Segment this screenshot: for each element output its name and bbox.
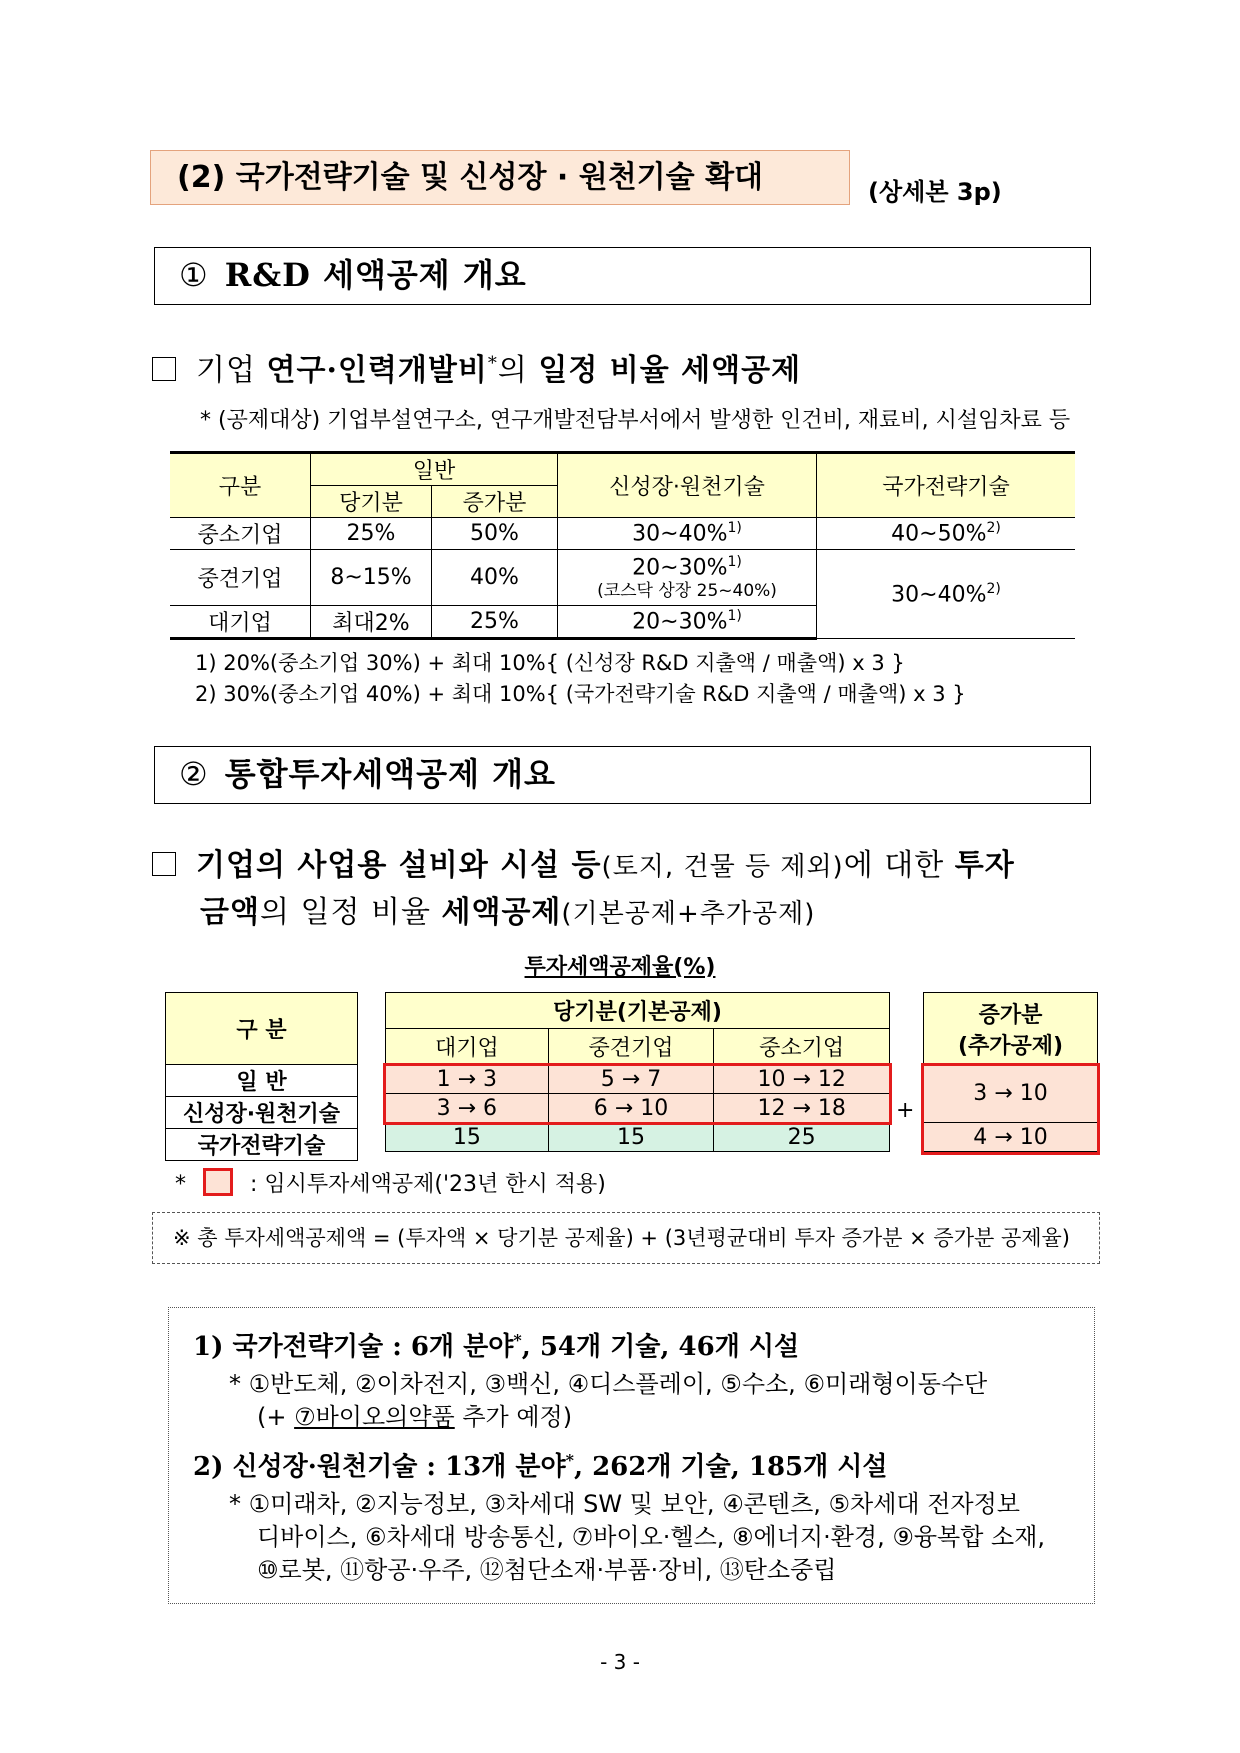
- table-header: 국가전략기술: [817, 453, 1076, 518]
- table-cell: 대기업: [170, 606, 311, 639]
- plus-sign: +: [896, 1098, 915, 1123]
- table-header: 당기분: [311, 486, 432, 518]
- temporary-credit-highlight: [383, 1063, 892, 1125]
- table-header: 당기분(기본공제): [386, 993, 890, 1029]
- table-cell: 최대2%: [311, 606, 432, 639]
- table-cell: 25: [714, 1123, 890, 1152]
- footnote-2: 2) 30%(중소기업 40%) + 최대 10%{ (국가전략기술 R&D 지출액 / 매출액) x 3 }: [195, 682, 966, 706]
- part1-header-box: [154, 247, 1091, 305]
- table-cell: 25%: [311, 518, 432, 550]
- table-cell: 1 → 3: [386, 1065, 549, 1094]
- table-row-label: 일 반: [166, 1065, 358, 1097]
- table-header: 중견기업: [548, 1029, 714, 1065]
- table-cell: 15: [386, 1123, 549, 1152]
- table-header: 신성장·원천기술: [558, 453, 817, 518]
- part1-title: R&D 세액공제 개요: [224, 256, 527, 294]
- formula-box: ※ 총 투자세액공제액 = (투자액 × 당기분 공제율) + (3년평균대비 투자 증가분 × 증가분 공제율): [152, 1212, 1100, 1264]
- definitions-box: [168, 1307, 1095, 1604]
- table-cell: 40~50%$^{2)}$: [817, 518, 1076, 550]
- list-item-body: * ①미래차, ②지능정보, ③차세대 SW 및 보안, ④콘텐츠, ⑤차세대 전자정보 디바이스, ⑥차세대 방송통신, ⑦바이오·헬스, ⑧에너지·환경, ⑨융복합 소재, ⑩로봇, ⑪항공·우주, ⑫첨단소재·부품·장비, ⑬탄소중립: [229, 1490, 1046, 1584]
- bullet-bold-text: 일정 비율 세액공제: [538, 353, 802, 388]
- table-header: 증가분: [432, 486, 558, 518]
- legend: * : 임시투자세액공제('23년 한시 적용): [175, 1167, 606, 1198]
- table-header: 일반: [311, 453, 558, 486]
- table-row: [170, 550, 1075, 606]
- table-cell: 30~40%$^{1)}$: [558, 518, 817, 550]
- investment-table-title: 투자세액공제율(%): [524, 955, 716, 980]
- table-cell: 중견기업: [170, 550, 311, 606]
- table-cell: 중소기업: [170, 518, 311, 550]
- table-header: 구 분: [166, 993, 358, 1065]
- table-cell: 15: [548, 1123, 714, 1152]
- list-item-title: 1) 국가전략기술 : 6개 분야*, 54개 기술, 46개 시설: [193, 1330, 800, 1362]
- bullet-star: *: [487, 353, 498, 374]
- part2-number: ②: [179, 755, 209, 793]
- table-row-label: 신성장·원천기술: [166, 1097, 358, 1129]
- part2-bullet: 기업의 사업용 설비와 시설 등(토지, 건물 등 제외)에 대한 투자 금액의 일정 비율 세액공제(기본공제+추가공제): [152, 843, 1102, 937]
- table-header: 대기업: [386, 1029, 549, 1065]
- table-cell: 40%: [432, 550, 558, 606]
- part2-header-box: [154, 746, 1091, 804]
- table-cell: 8~15%: [311, 550, 432, 606]
- table-cell: 30~40%$^{2)}$: [817, 550, 1076, 639]
- table-cell: 4 → 10: [924, 1123, 1098, 1152]
- legend-swatch-icon: [203, 1168, 233, 1196]
- bullet-text: 의: [497, 353, 539, 388]
- footnote-1: 1) 20%(중소기업 30%) + 최대 10%{ (신성장 R&D 지출액 / 매출액) x 3 }: [195, 651, 905, 675]
- table-cell: 3 → 10: [924, 1065, 1098, 1123]
- investment-table-labels: [165, 992, 358, 1161]
- table-cell: 10 → 12: [714, 1065, 890, 1094]
- table-cell: 50%: [432, 518, 558, 550]
- table-cell: 12 → 18: [714, 1094, 890, 1123]
- part2-title: 통합투자세액공제 개요: [224, 755, 556, 793]
- part1-number: ①: [179, 256, 209, 294]
- table-header: 증가분 (추가공제): [924, 993, 1098, 1065]
- section-reference: (상세본 3p): [868, 178, 1002, 206]
- checkbox-square-icon: [152, 357, 176, 381]
- table-row-label: 국가전략기술: [166, 1129, 358, 1161]
- table-cell: 25%: [432, 606, 558, 639]
- table-row: [170, 518, 1075, 550]
- checkbox-square-icon: [152, 852, 176, 876]
- part1-bullet: [152, 345, 801, 389]
- part1-note: * (공제대상) 기업부설연구소, 연구개발전담부서에서 발생한 인건비, 재료비, 시설임차료 등: [200, 408, 1071, 433]
- table-cell: 20~30%$^{1)}$: [558, 606, 817, 639]
- list-item-title: 2) 신성장·원천기술 : 13개 분야*, 262개 기술, 185개 시설: [193, 1450, 888, 1482]
- table-cell: 20~30%$^{1)}$ (코스닥 상장 25~40%): [558, 550, 817, 606]
- table-header: 중소기업: [714, 1029, 890, 1065]
- table-cell: 6 → 10: [548, 1094, 714, 1123]
- bullet-text: 기업: [196, 353, 267, 388]
- rd-tax-credit-table: [170, 451, 1075, 640]
- page-number: - 3 -: [600, 1650, 640, 1674]
- list-item-body: * ①반도체, ②이차전지, ③백신, ④디스플레이, ⑤수소, ⑥미래형이동수단 (+ ⑦바이오의약품 추가 예정): [229, 1370, 988, 1431]
- table-cell: 5 → 7: [548, 1065, 714, 1094]
- temporary-credit-highlight: [921, 1063, 1100, 1155]
- table-row: [386, 1123, 890, 1152]
- section-title: (2) 국가전략기술 및 신성장 · 원천기술 확대: [150, 150, 850, 205]
- table-header: 구분: [170, 453, 311, 518]
- bullet-bold-text: 연구·인력개발비: [266, 353, 488, 388]
- table-cell: 3 → 6: [386, 1094, 549, 1123]
